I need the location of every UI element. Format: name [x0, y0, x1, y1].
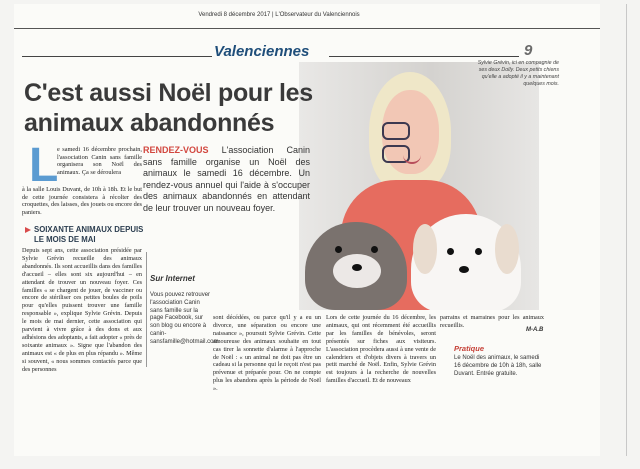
- dog-grey-eye-right: [371, 246, 378, 253]
- web-title: Sur Internet: [150, 274, 195, 283]
- headline: C'est aussi Noël pour les animaux abandonnés: [24, 79, 313, 137]
- section-rule-right: [329, 56, 519, 57]
- newspaper-scan: [14, 4, 626, 456]
- column-3-body: sont décédées, ou parce qu'il y a eu un divorce, une séparation ou encore une naissance », poursuit Sylvie Grévin. Cette amoureuse des animaux souhaite en tout cas tirer la sonnette d'alarme à l'approche de Noël : « un animal ne doit pas être un cadeau si la personne qui le reçoit n'est pas prévenue et préparée pour. On ne compte plus les abandons après la période de Noël ».: [213, 314, 321, 393]
- column-5-body: parrains et marraines pour les animaux recueillis.: [440, 314, 544, 329]
- glasses-icon: [382, 122, 440, 138]
- column-1-body: Depuis sept ans, cette association présidée par Sylvie Grévin recueille des animaux abandonnés. Ils sont accueillis dans des familles d'accueil – elles sont six aujourd'hui – en attendant de trouver un nouveau foyer. Ces familles « se chargent de jouer, de vacciner ou encore de stériliser ces petites boules de poils pour qu'elles puissent trouver une famille responsable », explique Sylvie Grévin. Depuis le mois de mai dernier, cette association qui parvient à vivre grâce à des dons et aux adhésions des adoptants, a fait adopter « près de soixante animaux ». Signe que l'abandon des animaux est « de plus en plus répandu ». Même si souvent, « nous sommes contactés parce que des personnes: [22, 247, 142, 373]
- column-4-body: Lors de cette journée du 16 décembre, les animaux, qui ont récemment été accueillis par les familles de bénévoles, seront présentés sur fiches aux visiteurs. L'association procèdera aussi à une vente de calendriers et d'objets divers à travers un petit marché de Noël. Enfin, Sylvie Grévin est toujours à la recherche de nouvelles familles d'accueil. Et de nouveaux: [326, 314, 436, 385]
- subhead: SOIXANTE ANIMAUX DEPUIS LE MOIS DE MAI: [34, 225, 154, 245]
- dog-grey: [305, 222, 407, 310]
- dog-white-nose: [459, 266, 469, 273]
- web-text: Vous pouvez retrouver l'association Canin sans famille sur la page Facebook, sur son blog ou encore à canin-sansfamille@hotmail.com: [150, 292, 219, 345]
- dog-white-eye-left: [447, 248, 454, 255]
- page-number: 9: [524, 42, 533, 59]
- photo-caption: Sylvie Grévin, ici en compagnie de ses deux Dolly. Deux petits chiens qu'elle a adopté il y a maintenant quelques mois.: [477, 60, 559, 87]
- dog-grey-nose: [352, 264, 362, 271]
- pratique-title: Pratique: [454, 344, 485, 353]
- column-divider: [146, 252, 147, 367]
- header-rule: [14, 28, 626, 29]
- rendezvous-text: L'association Canin sans famille organise un Noël des animaux le samedi 16 décembre. Un rendez-vous annuel qui l'aide à s'occuper des animaux abandonnés en attendant de leur trouver un nouveau foyer.: [143, 145, 310, 213]
- scan-edge: [626, 4, 627, 456]
- dog-white: [411, 214, 521, 310]
- dog-white-eye-right: [475, 248, 482, 255]
- dog-white-ear-left: [413, 224, 437, 274]
- rendezvous-box: [143, 145, 310, 214]
- section-rule-left: [22, 56, 212, 57]
- intro-dropcap: L: [29, 139, 59, 192]
- intro-text-a: e samedi 16 décembre prochain, l'association Canin sans famille organisera son Noël des animaux. Ça se déroulera: [57, 146, 142, 177]
- scan-margin-right: [600, 4, 636, 456]
- dog-grey-snout: [333, 254, 381, 288]
- intro-text-b: à la salle Louis Duvant, de 10h à 18h. Et le but de cette journée consistera à récolter des croquettes, des laisses, des jouets ou encore des paniers.: [22, 186, 142, 217]
- dog-grey-eye-left: [335, 246, 342, 253]
- author-signature: M-A.B: [526, 327, 544, 333]
- dog-white-ear-right: [495, 224, 519, 274]
- pratique-text: Le Noël des animaux, le samedi 16 décembre de 10h à 18h, salle Duvant. Entrée gratuite.: [454, 355, 542, 377]
- section-title: Valenciennes: [214, 43, 310, 60]
- rendezvous-kicker: RENDEZ-VOUS: [143, 145, 209, 155]
- header-date-line: Vendredi 8 décembre 2017 | L'Observateur du Valenciennois: [198, 12, 360, 18]
